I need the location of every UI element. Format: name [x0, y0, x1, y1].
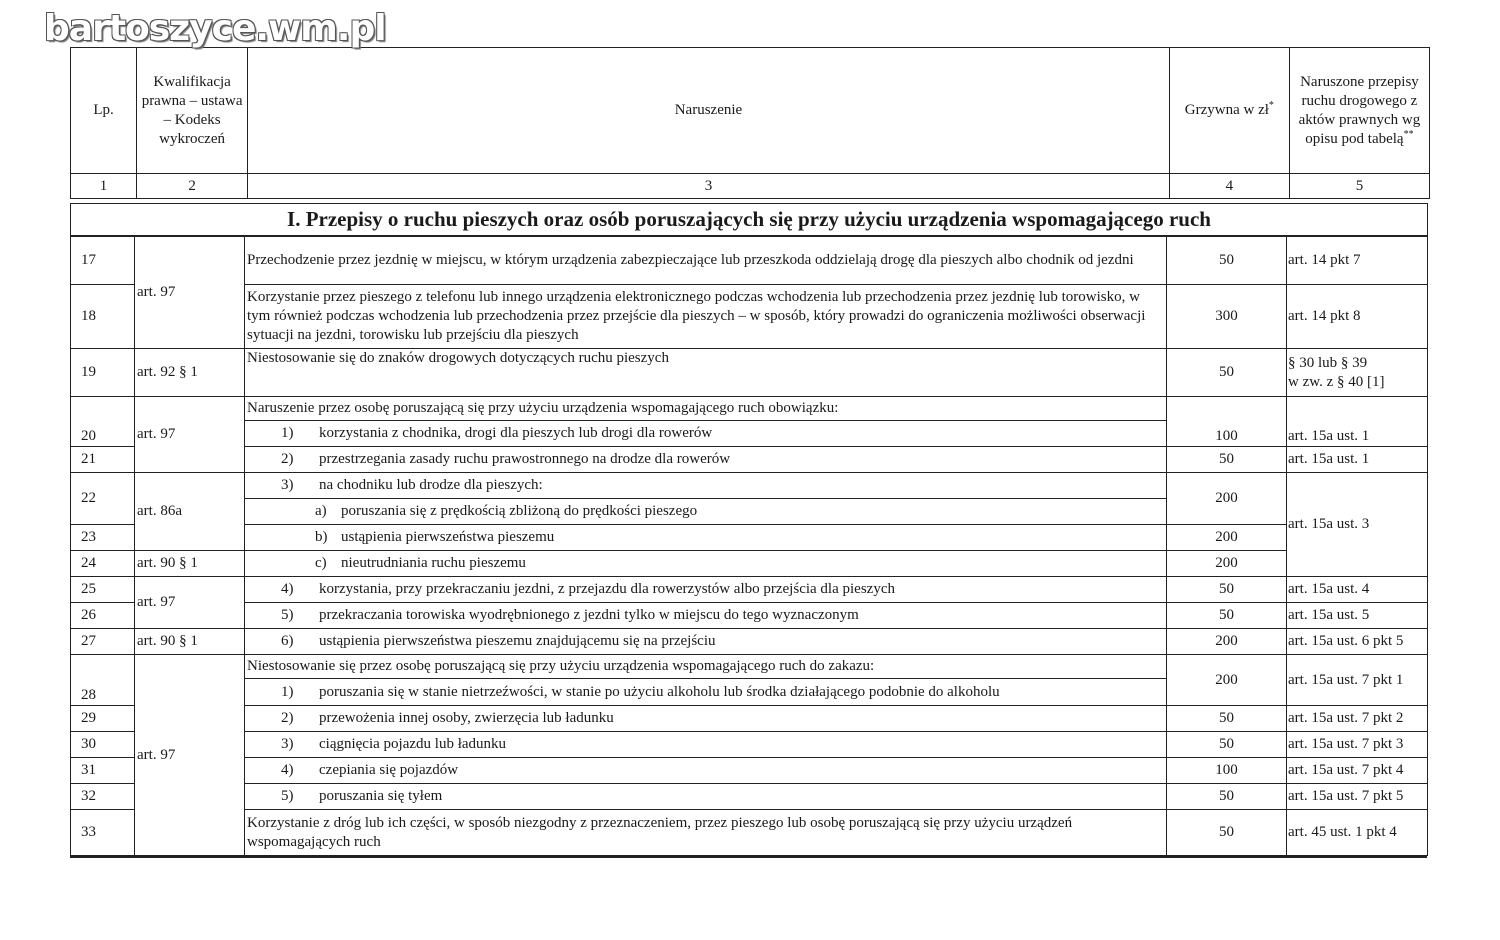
row-lp: 18 — [71, 285, 135, 349]
table-row — [71, 397, 1428, 421]
row-description — [245, 577, 1167, 603]
row-provision: art. 14 pkt 8 — [1287, 285, 1428, 349]
row-provision: art. 15a ust. 1 — [1287, 447, 1428, 473]
row-provision: art. 15a ust. 6 pkt 5 — [1287, 629, 1428, 655]
table-row — [71, 577, 1428, 603]
row-description — [245, 499, 1167, 525]
row-fine: 50 — [1167, 784, 1287, 810]
footnote-mark-1: * — [1268, 100, 1274, 111]
row-description: Korzystanie przez pieszego z telefonu lub innego urządzenia elektronicznego podczas wchodzenia lub przechodzenia przez jezdnię lub torowisko, w tym również podczas wchodzenia lub przechodzenia przez przejście dla pieszych – w sposób, który prowadzi do ograniczenia możliwości obserwacji sytuacji na jezdni, torowisku lub przejściu dla pieszych — [245, 285, 1167, 349]
row-provision: art. 15a ust. 1 — [1287, 397, 1428, 447]
table-row — [71, 551, 1428, 577]
row-provision: art. 15a ust. 3 — [1287, 473, 1428, 577]
table-row — [71, 447, 1428, 473]
row-article: art. 97 — [135, 397, 245, 473]
header-table — [70, 47, 1430, 199]
row-fine: 200 — [1167, 655, 1287, 706]
row-lp: 32 — [71, 784, 135, 810]
row-lp: 19 — [71, 349, 135, 397]
row-lp: 27 — [71, 629, 135, 655]
column-number-row — [71, 174, 1430, 199]
item-number: c) — [315, 555, 327, 571]
row-lp: 24 — [71, 551, 135, 577]
row-fine: 50 — [1167, 810, 1287, 856]
row-provision: art. 15a ust. 7 pkt 1 — [1287, 655, 1428, 706]
row-lp: 31 — [71, 758, 135, 784]
section-title: I. Przepisy o ruchu pieszych oraz osób poruszających się przy użyciu urządzenia wspomagającego ruch — [70, 203, 1428, 236]
row-article: art. 90 § 1 — [135, 551, 245, 577]
item-number: 3) — [281, 477, 294, 493]
item-text: ciągnięcia pojazdu lub ładunku — [319, 736, 507, 752]
footnote-mark-2: ** — [1403, 128, 1414, 140]
row-description — [245, 732, 1167, 758]
item-text: korzystania, przy przekraczaniu jezdni, z przejazdu dla rowerzystów albo przejścia dla pieszych — [319, 581, 895, 597]
item-number: b) — [315, 529, 328, 545]
item-number: 5) — [281, 788, 294, 804]
header-lp: Lp. — [71, 48, 137, 174]
row-fine: 50 — [1167, 447, 1287, 473]
row-description — [245, 447, 1167, 473]
row-description: Niestosowanie się do znaków drogowych dotyczących ruchu pieszych — [245, 349, 1167, 397]
violations-table — [70, 236, 1428, 856]
header-grzywna-label: Grzywna w zł — [1184, 102, 1269, 118]
item-text: przestrzegania zasady ruchu prawostronnego na drodze dla rowerów — [319, 451, 731, 467]
row-description — [245, 525, 1167, 551]
row-provision: art. 15a ust. 7 pkt 2 — [1287, 706, 1428, 732]
table-row — [71, 810, 1428, 856]
row-fine: 200 — [1167, 629, 1287, 655]
item-text: poruszania się z prędkością zbliżoną do prędkości pieszego — [341, 503, 698, 519]
item-number: 3) — [281, 736, 294, 752]
row-lp: 26 — [71, 603, 135, 629]
provision-line: w zw. z § 40 [1] — [1288, 373, 1385, 390]
column-number: 2 — [137, 174, 248, 199]
item-number: 2) — [281, 451, 294, 467]
row-article: art. 90 § 1 — [135, 629, 245, 655]
row-article: art. 92 § 1 — [135, 349, 245, 397]
header-przepisy-label: Naruszone przepisy ruchu drogowego z aktów prawnych wg opisu pod tabelą — [1298, 73, 1421, 147]
row-description — [245, 679, 1167, 706]
item-number: 4) — [281, 762, 294, 778]
row-provision: art. 45 ust. 1 pkt 4 — [1287, 810, 1428, 856]
watermark-logo: bartoszyce.wm.pl — [44, 8, 386, 49]
item-number: a) — [315, 503, 327, 519]
row-lp: 21 — [71, 447, 135, 473]
row-lp: 23 — [71, 525, 135, 551]
row-fine: 100 — [1167, 758, 1287, 784]
row-description: Przechodzenie przez jezdnię w miejscu, w którym urządzenia zabezpieczające lub przeszkoda oddzielają drogę dla pieszych albo chodnik od jezdni — [245, 237, 1167, 285]
row-lp: 22 — [71, 473, 135, 525]
table-bottom-border — [70, 856, 1427, 858]
row-article: art. 86a — [135, 473, 245, 551]
item-number: 1) — [281, 683, 294, 700]
row-fine: 200 — [1167, 525, 1287, 551]
table-row — [71, 706, 1428, 732]
row-description: Korzystanie z dróg lub ich części, w sposób niezgodny z przeznaczeniem, przez pieszego lub osobę poruszającą się przy użyciu urządzeń wspomagających ruch — [245, 810, 1167, 856]
row-provision: art. 14 pkt 7 — [1287, 237, 1428, 285]
row-description — [245, 758, 1167, 784]
row-fine: 50 — [1167, 577, 1287, 603]
item-text: nieutrudniania ruchu pieszemu — [341, 555, 526, 571]
item-text: poruszania się w stanie nietrzeźwości, w stanie po użyciu alkoholu lub środka działającego podobnie do alkoholu — [319, 683, 1000, 700]
row-provision — [1287, 349, 1428, 397]
table-row — [71, 285, 1428, 349]
row-provision: art. 15a ust. 5 — [1287, 603, 1428, 629]
item-number: 4) — [281, 581, 294, 597]
row-description — [245, 603, 1167, 629]
row-article: art. 97 — [135, 237, 245, 349]
row-lp: 30 — [71, 732, 135, 758]
column-number: 5 — [1289, 174, 1429, 199]
row-lp: 20 — [71, 397, 135, 447]
table-row — [71, 237, 1428, 285]
row-fine: 50 — [1167, 237, 1287, 285]
header-przepisy — [1289, 48, 1429, 174]
row-lp: 29 — [71, 706, 135, 732]
table-row — [71, 758, 1428, 784]
column-number: 4 — [1169, 174, 1289, 199]
item-text: korzystania z chodnika, drogi dla pieszych lub drogi dla rowerów — [319, 425, 713, 441]
row-description — [245, 706, 1167, 732]
table-row — [71, 629, 1428, 655]
row-fine: 50 — [1167, 732, 1287, 758]
item-text: na chodniku lub drodze dla pieszych: — [319, 477, 543, 493]
row-description — [245, 421, 1167, 447]
header-grzywna — [1169, 48, 1289, 174]
row-description — [245, 473, 1167, 499]
table-row — [71, 655, 1428, 679]
row-lp: 17 — [71, 237, 135, 285]
item-text: poruszania się tyłem — [319, 788, 443, 804]
item-number: 5) — [281, 607, 294, 623]
header-kwalifikacja: Kwalifikacja prawna – ustawa – Kodeks wykroczeń — [137, 48, 248, 174]
row-fine: 200 — [1167, 473, 1287, 525]
table-row — [71, 473, 1428, 499]
table-row — [71, 603, 1428, 629]
row-fine: 50 — [1167, 706, 1287, 732]
row-provision: art. 15a ust. 7 pkt 5 — [1287, 784, 1428, 810]
item-text: ustąpienia pierwszeństwa pieszemu — [341, 529, 555, 545]
row-fine: 50 — [1167, 349, 1287, 397]
row-intro: Niestosowanie się przez osobę poruszającą się przy użyciu urządzenia wspomagającego ruch do zakazu: — [245, 655, 1167, 679]
column-number: 3 — [248, 174, 1170, 199]
item-number: 6) — [281, 633, 294, 649]
provision-line: § 30 lub § 39 — [1288, 354, 1368, 371]
row-article: art. 97 — [135, 655, 245, 856]
item-number: 1) — [281, 425, 294, 441]
row-intro: Naruszenie przez osobę poruszającą się przy użyciu urządzenia wspomagającego ruch obowiązku: — [245, 397, 1167, 421]
item-text: przewożenia innej osoby, zwierzęcia lub ładunku — [319, 710, 614, 726]
row-provision: art. 15a ust. 4 — [1287, 577, 1428, 603]
row-lp: 25 — [71, 577, 135, 603]
header-row — [71, 48, 1430, 174]
row-description — [245, 784, 1167, 810]
row-fine: 50 — [1167, 603, 1287, 629]
row-lp: 28 — [71, 655, 135, 706]
item-text: czepiania się pojazdów — [319, 762, 459, 778]
item-text: ustąpienia pierwszeństwa pieszemu znajdującemu się na przejściu — [319, 633, 716, 649]
row-lp: 33 — [71, 810, 135, 856]
header-naruszenie: Naruszenie — [248, 48, 1170, 174]
row-description — [245, 629, 1167, 655]
table-row — [71, 732, 1428, 758]
row-fine: 300 — [1167, 285, 1287, 349]
table-row — [71, 784, 1428, 810]
row-article: art. 97 — [135, 577, 245, 629]
table-row — [71, 349, 1428, 397]
row-fine: 100 — [1167, 397, 1287, 447]
item-number: 2) — [281, 710, 294, 726]
row-provision: art. 15a ust. 7 pkt 4 — [1287, 758, 1428, 784]
column-number: 1 — [71, 174, 137, 199]
row-provision: art. 15a ust. 7 pkt 3 — [1287, 732, 1428, 758]
row-fine: 200 — [1167, 551, 1287, 577]
table-row — [71, 525, 1428, 551]
item-text: przekraczania torowiska wyodrębnionego z jezdni tylko w miejscu do tego wyznaczonym — [319, 607, 859, 623]
row-description — [245, 551, 1167, 577]
